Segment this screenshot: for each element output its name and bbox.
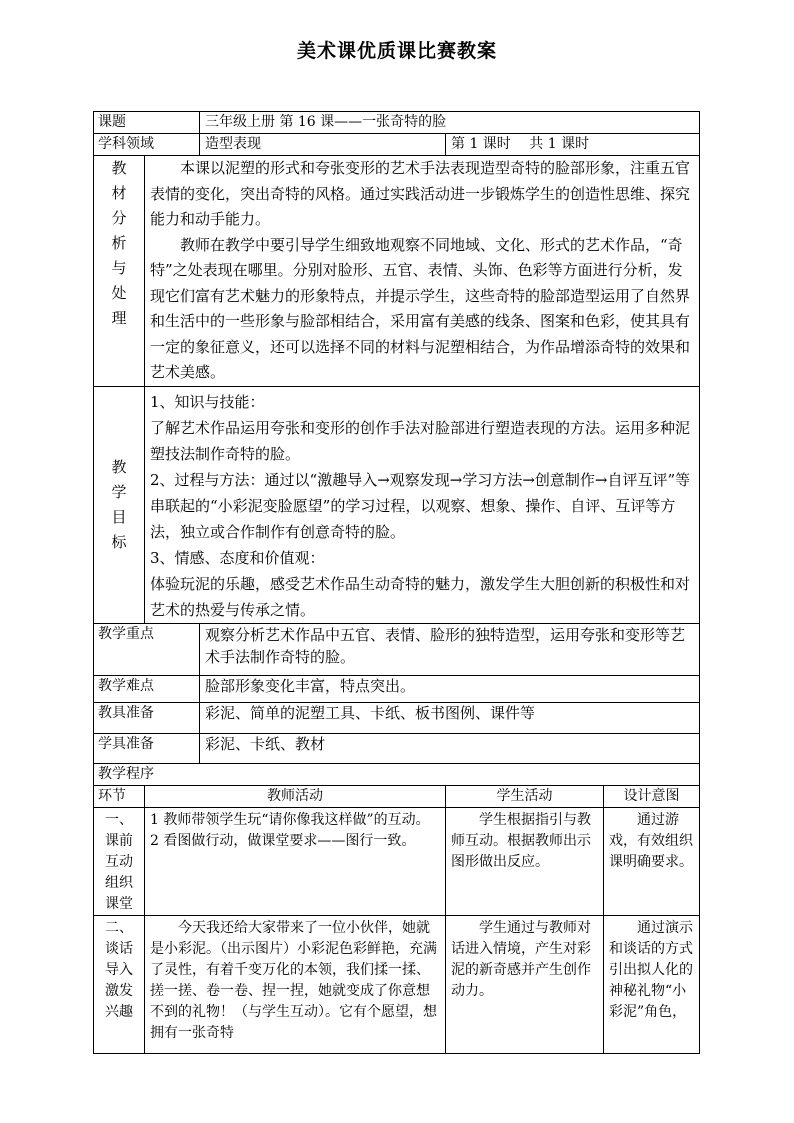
key-points-label: 教学重点 <box>94 623 200 675</box>
row-goals <box>94 386 700 623</box>
row-analysis <box>94 156 700 387</box>
step-teacher-activity: 1 教师带领学生玩“请你像我这样做”的互动。 2 看图做行动，做课堂要求——图行一致。 <box>145 807 446 915</box>
student-tools-label: 学具准备 <box>94 733 200 763</box>
procedure-step-row <box>94 807 700 915</box>
analysis-content <box>145 156 700 387</box>
goals-content <box>145 386 700 623</box>
row-procedure <box>94 763 700 785</box>
step-student-activity: 学生根据指引与教师互动。根据教师出示图形做出反应。 <box>446 807 604 915</box>
step-teacher-activity: 今天我还给大家带来了一位小伙伴，她就是小彩泥。（出示图片）小彩泥色彩鲜艳，充满了灵性，有着千变万化的本领，我们揉一揉、搓一搓、卷一卷、捏一捏，她就变成了你意想不到的礼物！（与学生互动）。它有个愿望，想拥有一张奇特 <box>145 915 446 1053</box>
row-field <box>94 134 700 156</box>
teacher-tools-value: 彩泥、简单的泥塑工具、卡纸、板书图例、课件等 <box>200 702 700 733</box>
key-points-value: 观察分析艺术作品中五官、表情、脸形的独特造型，运用夸张和变形等艺术手法制作奇特的脸。 <box>200 623 700 675</box>
header-intent: 设计意图 <box>604 785 700 807</box>
topic-value: 三年级上册 第 16 课——一张奇特的脸 <box>200 112 700 134</box>
document-title: 美术课优质课比赛教案 <box>296 40 497 62</box>
procedure-header-row <box>94 785 700 807</box>
header-stage: 环节 <box>94 785 145 807</box>
goal-item: 1、知识与技能： <box>150 392 265 411</box>
goal-item: 2、过程与方法：通过以“激趣导入→观察发现→学习方法→创意制作→自评互评”等串联起的“小彩泥变脸愿望”的学习过程，以观察、想象、操作、自评、互评等方法，独立或合作制作有创意奇特的脸。 <box>150 470 691 541</box>
teacher-tools-label: 教具准备 <box>94 702 200 733</box>
difficulties-value: 脸部形象变化丰富，特点突出。 <box>200 675 700 702</box>
step-student-activity: 学生通过与教师对话进入情境，产生对彩泥的新奇感并产生创作动力。 <box>446 915 604 1053</box>
goal-item: 3、情感、态度和价值观： <box>150 548 325 567</box>
header-student: 学生活动 <box>446 785 604 807</box>
field-label: 学科领域 <box>94 134 200 156</box>
analysis-paragraph: 本课以泥塑的形式和夸张变形的艺术手法表现造型奇特的脸部形象，注重五官表情的变化，突出奇特的风格。通过实践活动进一步锻炼学生的创造性思维、探究能力和动手能力。 <box>150 159 691 228</box>
goals-label: 教 学 目 标 <box>94 386 145 623</box>
row-difficulties <box>94 675 700 702</box>
analysis-label: 教 材 分 析 与 处 理 <box>94 156 145 387</box>
row-key-points <box>94 623 700 675</box>
field-value: 造型表现 <box>200 134 446 156</box>
student-tools-value: 彩泥、卡纸、教材 <box>200 733 700 763</box>
step-stage: 二、 谈话 导入 激发 兴趣 <box>94 915 145 1053</box>
header-teacher: 教师活动 <box>145 785 446 807</box>
goal-item: 体验玩泥的乐趣，感受艺术作品生动奇特的魅力，激发学生大胆创新的积极性和对艺术的热爱与传承之情。 <box>150 574 691 619</box>
topic-label: 课题 <box>94 112 200 134</box>
step-design-intent: 通过演示和谈话的方式引出拟人化的神秘礼物“小彩泥”角色， <box>604 915 700 1053</box>
step-design-intent: 通过游戏，有效组织课明确要求。 <box>604 807 700 915</box>
row-student-tools <box>94 733 700 763</box>
difficulties-label: 教学难点 <box>94 675 200 702</box>
field-hours: 第 1 课时 共 1 课时 <box>446 134 700 156</box>
goal-item: 了解艺术作品运用夸张和变形的创作手法对脸部进行塑造表现的方法。运用多种泥塑技法制作奇特的脸。 <box>150 418 691 463</box>
lesson-plan-table <box>93 111 700 1054</box>
row-teacher-tools <box>94 702 700 733</box>
procedure-step-row <box>94 915 700 1053</box>
procedure-label: 教学程序 <box>94 763 700 785</box>
row-topic <box>94 112 700 134</box>
analysis-paragraph: 教师在教学中要引导学生细致地观察不同地域、文化、形式的艺术作品，“奇特”之处表现在哪里。分别对脸形、五官、表情、头饰、色彩等方面进行分析，发现它们富有艺术魅力的形象特点，并提示学生，这些奇特的脸部造型运用了自然界和生活中的一些形象与脸部相结合，采用富有美感的线条、图案和色彩，使其具有一定的象征意义，还可以选择不同的材料与泥塑相结合，为作品增添奇特的效果和艺术美感。 <box>150 235 691 381</box>
step-stage: 一、 课前 互动 组织 课堂 <box>94 807 145 915</box>
